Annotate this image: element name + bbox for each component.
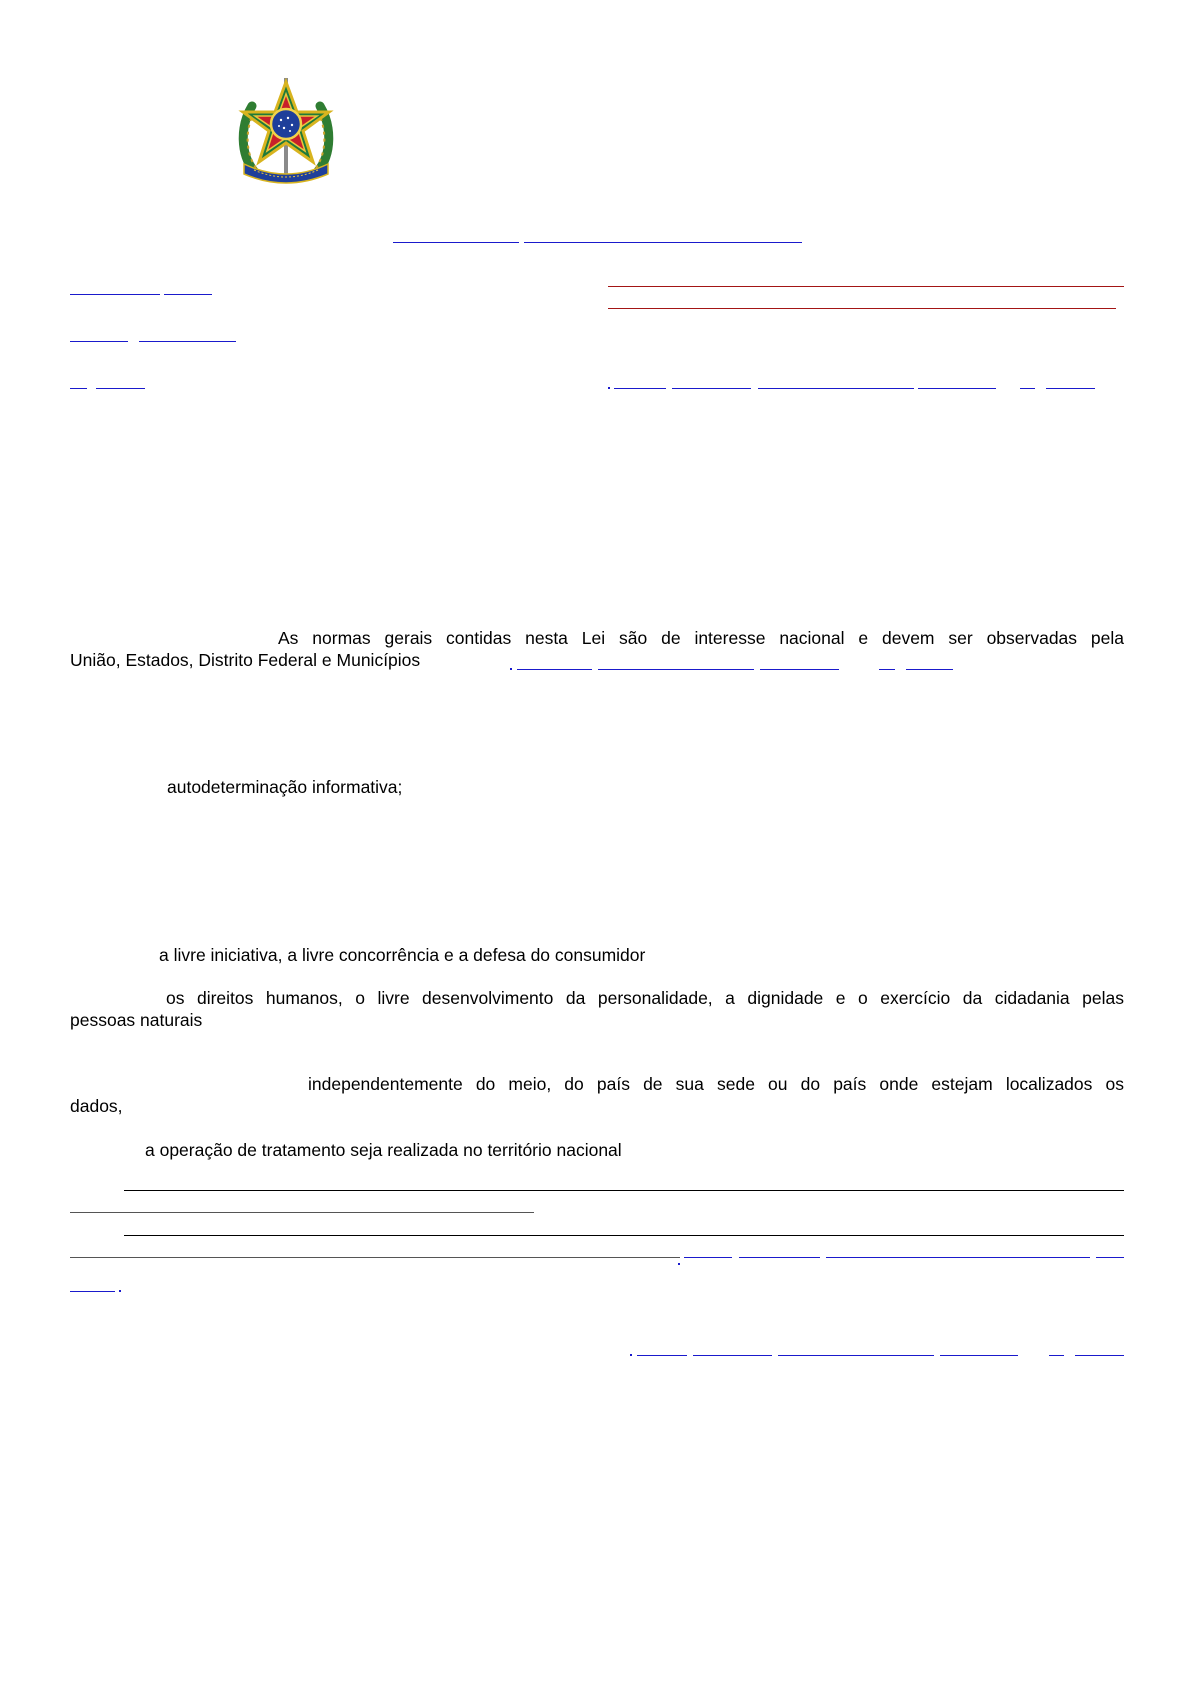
art1-paragraph-line1: As normas gerais contidas nesta Lei são de interesse nacional e devem ser observadas pela [278, 628, 1124, 648]
revoked-text-rule [70, 1212, 534, 1213]
amendment-link[interactable] [1046, 388, 1095, 389]
amendment-link[interactable] [637, 1355, 687, 1356]
ementa-rule [608, 286, 1124, 287]
left-link-2[interactable] [70, 341, 128, 342]
item-direitos-line2: pessoas naturais [70, 1010, 203, 1030]
amendment-link[interactable] [1075, 1355, 1124, 1356]
link-marker [608, 387, 610, 389]
left-link-1[interactable] [70, 294, 160, 295]
amendment-link[interactable] [778, 1355, 934, 1356]
left-link-3[interactable] [70, 388, 87, 389]
amendment-link[interactable] [598, 669, 754, 670]
link-marker [510, 668, 512, 670]
amendment-link[interactable] [760, 669, 839, 670]
amendment-link[interactable] [693, 1355, 772, 1356]
amendment-link[interactable] [70, 1291, 115, 1292]
item-direitos-line1: os direitos humanos, o livre desenvolvimento da personalidade, a dignidade e o exercício da cidadania pelas [166, 988, 1124, 1008]
amendment-link[interactable] [879, 669, 895, 670]
amendment-link[interactable] [672, 388, 751, 389]
left-link-3b[interactable] [96, 388, 145, 389]
item-autodeterminacao: autodeterminação informativa; [167, 777, 403, 797]
revoked-text-rule [124, 1190, 1124, 1191]
amendment-link[interactable] [758, 388, 914, 389]
art1-paragraph-line2: União, Estados, Distrito Federal e Municípios [70, 650, 421, 670]
revoked-text-rule [70, 1257, 680, 1258]
art3-line1: independentemente do meio, do país de sua sede ou do país onde estejam localizados os [308, 1074, 1124, 1094]
amendment-link[interactable] [906, 669, 953, 670]
amendment-link[interactable] [826, 1257, 1090, 1258]
left-link-2b[interactable] [139, 341, 236, 342]
revoked-text-rule [124, 1235, 1124, 1236]
left-link-1b[interactable] [164, 294, 212, 295]
ementa-rule [608, 308, 1116, 309]
brazil-coat-of-arms-icon [236, 76, 336, 186]
title-link-underline[interactable] [393, 242, 519, 243]
amendment-link[interactable] [739, 1257, 820, 1258]
item-operacao: a operação de tratamento seja realizada no território nacional [145, 1140, 622, 1160]
amendment-link[interactable] [1049, 1355, 1064, 1356]
amendment-link[interactable] [1020, 388, 1035, 389]
item-livre-iniciativa: a livre iniciativa, a livre concorrência e a defesa do consumidor [159, 945, 646, 965]
amendment-link[interactable] [918, 388, 996, 389]
amendment-link[interactable] [684, 1257, 732, 1258]
art3-line2: dados, [70, 1096, 123, 1116]
link-marker [119, 1290, 121, 1292]
title-link-underline[interactable] [524, 242, 802, 243]
amendment-link[interactable] [940, 1355, 1018, 1356]
amendment-link[interactable] [517, 669, 592, 670]
link-marker [630, 1354, 632, 1356]
amendment-link[interactable] [614, 388, 666, 389]
link-marker [678, 1263, 680, 1265]
amendment-link[interactable] [1096, 1257, 1124, 1258]
